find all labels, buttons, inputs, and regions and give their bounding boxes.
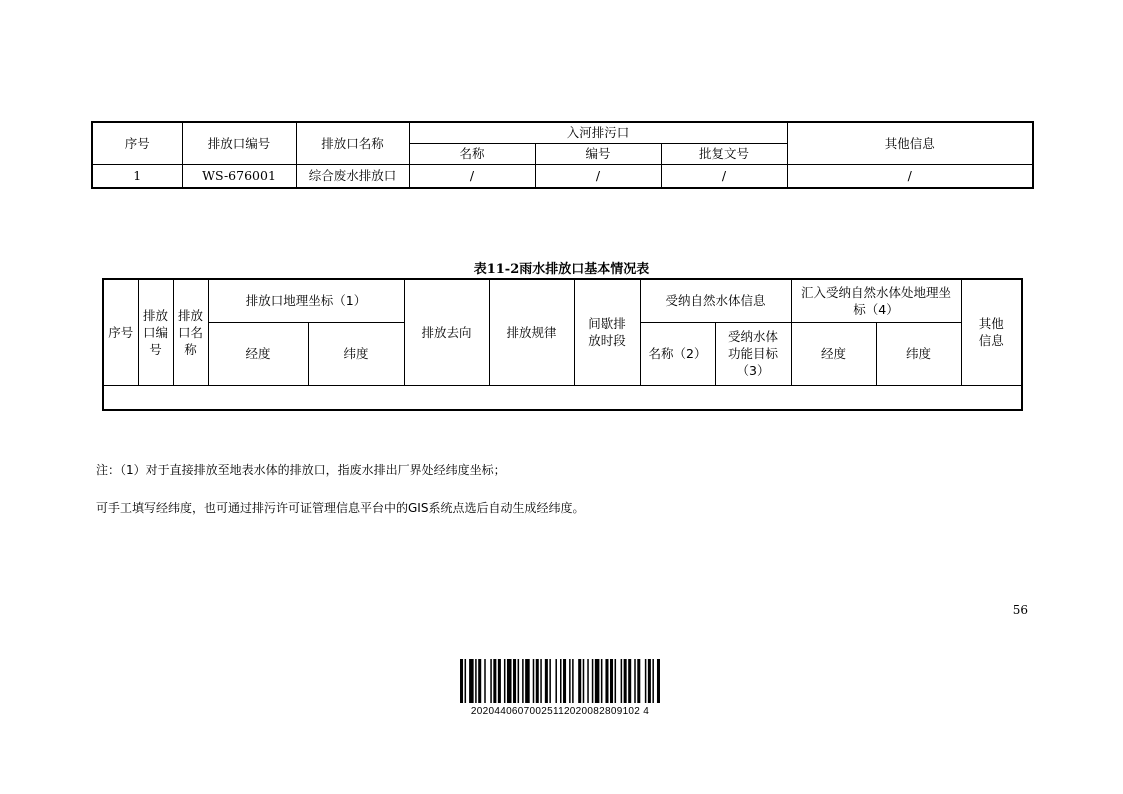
cell-other-info: / bbox=[787, 164, 1033, 188]
header-direction: 排放去向 bbox=[404, 279, 489, 385]
table-row bbox=[92, 164, 1033, 188]
cell-seq: 1 bbox=[92, 164, 182, 188]
rainwater-outlet-table bbox=[102, 278, 1023, 411]
header-outlet-code: 排放口编号 bbox=[138, 279, 173, 385]
header-outlet-code: 排放口编号 bbox=[182, 122, 296, 164]
header-seq: 序号 bbox=[92, 122, 182, 164]
header-river-name: 名称 bbox=[409, 143, 535, 164]
cell-river-name: / bbox=[409, 164, 535, 188]
header-latitude: 纬度 bbox=[308, 322, 404, 385]
table-caption: 表11-2雨水排放口基本情况表 bbox=[473, 262, 650, 277]
table-row bbox=[103, 385, 1022, 410]
barcode-number: 20204406070025112020082809102 4 bbox=[470, 706, 650, 717]
header-longitude: 经度 bbox=[208, 322, 308, 385]
header-outlet-name: 排放口名称 bbox=[173, 279, 208, 385]
header-intermittent: 间歇排放时段 bbox=[574, 279, 640, 385]
cell-river-code: / bbox=[535, 164, 661, 188]
cell-outlet-code: WS-676001 bbox=[182, 164, 296, 188]
header-cc-longitude: 经度 bbox=[791, 322, 876, 385]
header-pattern: 排放规律 bbox=[489, 279, 574, 385]
cell-outlet-name: 综合废水排放口 bbox=[296, 164, 409, 188]
page-number: 56 bbox=[1012, 603, 1028, 617]
header-seq: 序号 bbox=[103, 279, 138, 385]
header-geo-coord: 排放口地理坐标（1） bbox=[208, 279, 404, 322]
header-other-info: 其他信息 bbox=[961, 279, 1022, 385]
note-line-1: 注：（1）对于直接排放至地表水体的排放口，指废水排出厂界处经纬度坐标； bbox=[96, 463, 506, 477]
header-other-info: 其他信息 bbox=[787, 122, 1033, 164]
header-confluence-coord: 汇入受纳自然水体处地理坐标（4） bbox=[791, 279, 961, 322]
header-river-outlet: 入河排污口 bbox=[409, 122, 787, 143]
header-receiving-water: 受纳自然水体信息 bbox=[640, 279, 791, 322]
header-rw-target: 受纳水体功能目标（3） bbox=[715, 322, 791, 385]
header-river-code: 编号 bbox=[535, 143, 661, 164]
barcode-image bbox=[460, 659, 660, 703]
header-outlet-name: 排放口名称 bbox=[296, 122, 409, 164]
empty-row bbox=[103, 385, 1022, 410]
header-cc-latitude: 纬度 bbox=[876, 322, 961, 385]
header-approval-no: 批复文号 bbox=[661, 143, 787, 164]
header-rw-name: 名称（2） bbox=[640, 322, 715, 385]
note-line-2: 可手工填写经纬度，也可通过排污许可证管理信息平台中的GIS系统点选后自动生成经纬度。 bbox=[96, 501, 585, 515]
cell-approval-no: / bbox=[661, 164, 787, 188]
wastewater-outlet-table bbox=[91, 121, 1034, 189]
